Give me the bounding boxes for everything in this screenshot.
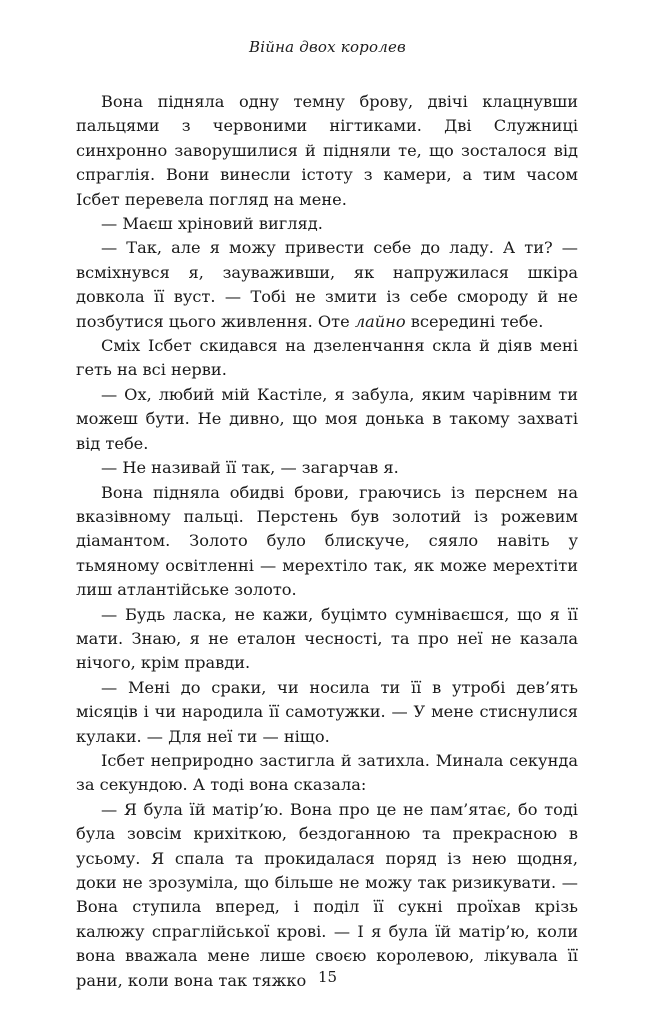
paragraph: — Мені до сраки, чи носила ти її в утробі дев’ять місяців і чи народила її самотужки. — У мене стиснулися кулаки. — Для неї ти — ніщо.	[76, 677, 578, 746]
paragraph: Вона підняла одну темну брову, двічі клацнувши пальцями з червоними нігтиками. Дві Служниці синхронно заворушилися й підняли те, що зосталося від спраглія. Вони винесли істоту з камери, а тим часом Ісбет перевела погляд на мене.	[76, 92, 578, 209]
paragraph	[76, 236, 578, 334]
body-text	[76, 90, 578, 993]
running-header: Війна двох королев	[249, 38, 406, 56]
paragraph: Ісбет неприродно застигла й затихла. Минала секунда за секундою. А тоді вона сказала:	[76, 750, 578, 795]
page-number: 15	[317, 968, 338, 986]
italic-word: лайно	[354, 311, 406, 331]
paragraph: — Маєш хріновий вигляд.	[101, 214, 323, 234]
paragraph-text: — Так, але я можу привести себе до ладу. А ти? — всміхнувся я, зауваживши, як напружилася шкіра довкола її вуст. — Тобі не змити із себе смороду й не позбутися цього живлення. Оте	[76, 238, 578, 331]
paragraph-text: всередині тебе.	[405, 311, 544, 331]
paragraph: — Не називай її так, — загарчав я.	[101, 458, 399, 478]
paragraph: Вона підняла обидві брови, граючись із перснем на вказівному пальці. Перстень був золотий із рожевим діамантом. Золото було блискуче, сяяло навіть у тьмяному освітленні — мерехтіло так, як може мерехтіти лиш атлантійське золото.	[76, 482, 578, 600]
paragraph: — Ох, любий мій Кастіле, я забула, яким чарівним ти можеш бути. Не дивно, що моя донька в такому захваті від тебе.	[76, 384, 578, 453]
paragraph: — Я була їй матір’ю. Вона про це не пам’ятає, бо тоді була зовсім крихіткою, бездоганною та прекрасною в усьому. Я спала та прокидалася поряд із нею щодня, доки не зрозуміла, що більше не можу так ризикувати. — Вона ступила вперед, і поділ її сукні проїхав крізь калюжу спраглійської крові. — І я була їй матір’ю, коли вона вважала мене лише своєю королевою, лікувала її рани, коли вона так тяжко	[76, 799, 578, 990]
paragraph: — Будь ласка, не кажи, буцімто сумніваєшся, що я її мати. Знаю, я не еталон чесності, та про неї не казала нічого, крім правди.	[76, 604, 578, 673]
paragraph: Сміх Ісбет скидався на дзеленчання скла й діяв мені геть на всі нерви.	[76, 336, 578, 380]
